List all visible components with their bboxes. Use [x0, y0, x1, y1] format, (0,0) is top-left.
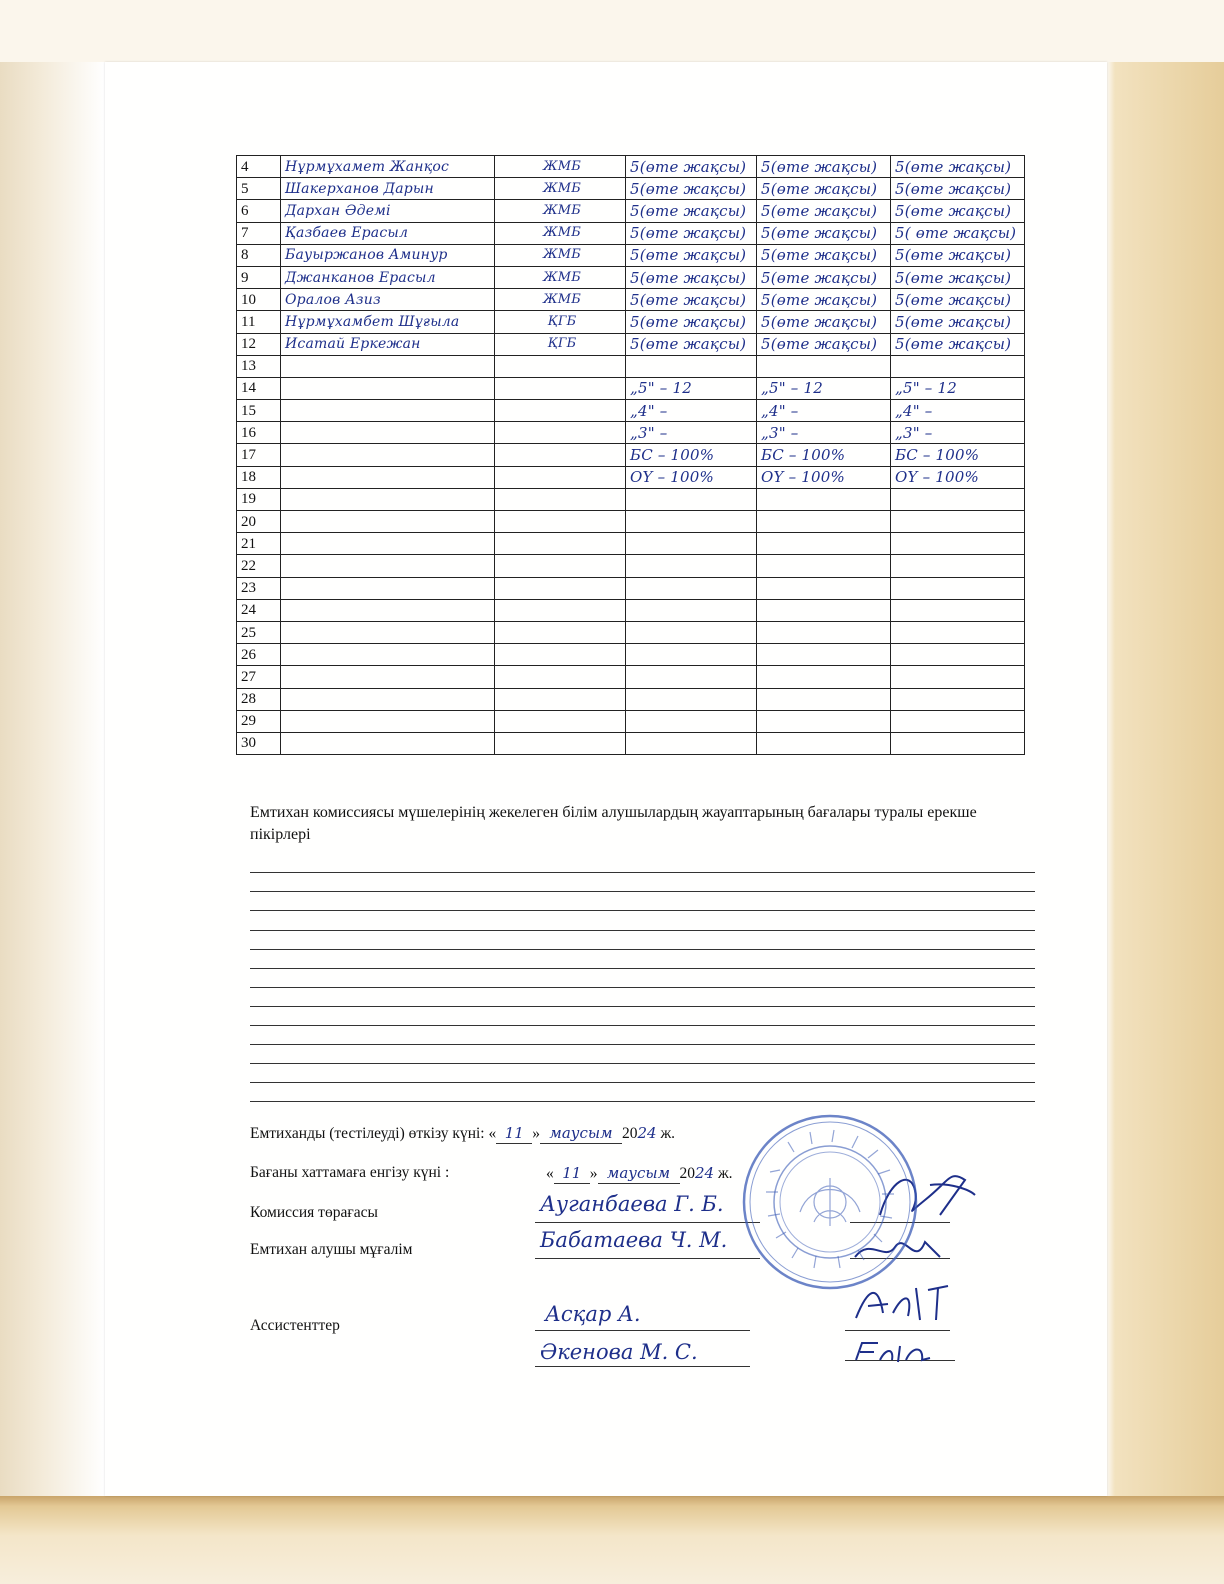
- grade-3-cell: 5(өте жақсы): [891, 156, 1025, 178]
- grade-2-cell: ОҮ – 100%: [757, 466, 891, 488]
- grade-1-cell: 5(өте жақсы): [626, 333, 757, 355]
- grade-1-cell: „4" –: [626, 400, 757, 422]
- grade-2-cell: „3" –: [757, 422, 891, 444]
- student-name-cell: Исатай Еркежан: [281, 333, 495, 355]
- grade-1-cell: [626, 666, 757, 688]
- grade-2-cell: 5(өте жақсы): [757, 178, 891, 200]
- row-number-cell: 30: [237, 732, 281, 754]
- student-name-cell: Нұрмұхамбет Шұғыла: [281, 311, 495, 333]
- grade-1-cell: [626, 599, 757, 621]
- student-name-cell: [281, 644, 495, 666]
- top-margin: [0, 0, 1224, 62]
- grade-3-cell: „5" – 12: [891, 377, 1025, 399]
- assistant-2-line: [535, 1366, 750, 1367]
- grade-2-cell: [757, 644, 891, 666]
- entry-date-value: [546, 1163, 733, 1184]
- class-cell: [495, 577, 626, 599]
- student-name-cell: [281, 577, 495, 599]
- grade-2-cell: [757, 710, 891, 732]
- assistant-2-signature: [848, 1338, 958, 1368]
- grade-2-cell: [757, 355, 891, 377]
- class-cell: [495, 688, 626, 710]
- table-row: [237, 555, 1025, 577]
- grade-2-cell: [757, 577, 891, 599]
- student-name-cell: [281, 533, 495, 555]
- student-name-cell: [281, 466, 495, 488]
- grade-3-cell: 5(өте жақсы): [891, 178, 1025, 200]
- grade-1-cell: [626, 533, 757, 555]
- student-name-cell: [281, 511, 495, 533]
- student-name-cell: Қазбаев Ерасыл: [281, 222, 495, 244]
- opinion-line: [250, 987, 1035, 988]
- exam-date-label: Емтиханды (тестілеуді) өткізу күні:: [250, 1125, 485, 1142]
- row-number-cell: 19: [237, 488, 281, 510]
- grade-3-cell: 5(өте жақсы): [891, 200, 1025, 222]
- row-number-cell: 11: [237, 311, 281, 333]
- table-row: [237, 222, 1025, 244]
- opinion-line: [250, 930, 1035, 931]
- student-name-cell: [281, 599, 495, 621]
- row-number-cell: 12: [237, 333, 281, 355]
- table-row: [237, 244, 1025, 266]
- entry-date-year-suffix: 24: [695, 1164, 715, 1182]
- opinion-line: [250, 1063, 1035, 1064]
- exam-date-year-prefix: 20: [621, 1125, 638, 1142]
- opinion-line: [250, 1025, 1035, 1026]
- table-row: [237, 266, 1025, 288]
- row-number-cell: 14: [237, 377, 281, 399]
- student-name-cell: [281, 688, 495, 710]
- grade-1-cell: [626, 644, 757, 666]
- student-name-cell: Дархан Әдемі: [281, 200, 495, 222]
- grade-2-cell: 5(өте жақсы): [757, 156, 891, 178]
- row-number-cell: 15: [237, 400, 281, 422]
- grade-3-cell: [891, 710, 1025, 732]
- student-name-cell: Нұрмұхамет Жанқос: [281, 156, 495, 178]
- grade-2-cell: БС – 100%: [757, 444, 891, 466]
- grade-1-cell: [626, 710, 757, 732]
- grade-1-cell: БС – 100%: [626, 444, 757, 466]
- opinion-line: [250, 949, 1035, 950]
- class-cell: ЖМБ: [495, 178, 626, 200]
- exam-date-year-suffix: 24: [637, 1124, 657, 1142]
- student-name-cell: [281, 732, 495, 754]
- row-number-cell: 27: [237, 666, 281, 688]
- student-name-cell: Бауыржанов Аминур: [281, 244, 495, 266]
- opinion-line: [250, 910, 1035, 911]
- grade-3-cell: ОҮ – 100%: [891, 466, 1025, 488]
- special-opinions-heading: Емтихан комиссиясы мүшелерінің жекелеген білім алушылардың жауаптарының бағалары туралы ерекше пікірлері: [250, 804, 977, 843]
- row-number-cell: 4: [237, 156, 281, 178]
- grade-1-cell: [626, 621, 757, 643]
- grade-3-cell: БС – 100%: [891, 444, 1025, 466]
- grade-2-cell: [757, 732, 891, 754]
- entry-date-year-prefix: 20: [679, 1165, 695, 1182]
- table-row: [237, 644, 1025, 666]
- exam-date-year-mark: ж.: [656, 1125, 676, 1142]
- table-row: [237, 377, 1025, 399]
- table-row: [237, 466, 1025, 488]
- exam-date-row: [250, 1123, 675, 1144]
- table-row: [237, 200, 1025, 222]
- student-name-cell: [281, 621, 495, 643]
- grade-1-cell: „3" –: [626, 422, 757, 444]
- row-number-cell: 6: [237, 200, 281, 222]
- row-number-cell: 10: [237, 289, 281, 311]
- class-cell: [495, 533, 626, 555]
- grade-2-cell: 5(өте жақсы): [757, 222, 891, 244]
- student-name-cell: [281, 666, 495, 688]
- opinion-line: [250, 1044, 1035, 1045]
- student-name-cell: Оралов Азиз: [281, 289, 495, 311]
- row-number-cell: 7: [237, 222, 281, 244]
- grade-3-cell: [891, 577, 1025, 599]
- chair-label: Комиссия төрағасы: [250, 1204, 378, 1221]
- grade-2-cell: [757, 511, 891, 533]
- row-number-cell: 9: [237, 266, 281, 288]
- grade-3-cell: [891, 555, 1025, 577]
- grade-3-cell: 5(өте жақсы): [891, 244, 1025, 266]
- grade-2-cell: 5(өте жақсы): [757, 333, 891, 355]
- assistant-2-name: Әкенова М. С.: [540, 1340, 698, 1364]
- class-cell: ҚГБ: [495, 333, 626, 355]
- grade-1-cell: [626, 555, 757, 577]
- teacher-name-line: [535, 1258, 760, 1259]
- grade-3-cell: [891, 644, 1025, 666]
- row-number-cell: 13: [237, 355, 281, 377]
- class-cell: [495, 599, 626, 621]
- grade-3-cell: [891, 511, 1025, 533]
- grade-2-cell: „5" – 12: [757, 377, 891, 399]
- table-row: [237, 400, 1025, 422]
- student-name-cell: [281, 400, 495, 422]
- class-cell: [495, 555, 626, 577]
- class-cell: ЖМБ: [495, 156, 626, 178]
- grade-2-cell: „4" –: [757, 400, 891, 422]
- student-name-cell: [281, 377, 495, 399]
- class-cell: [495, 422, 626, 444]
- entry-date-open-quote: «: [546, 1165, 554, 1182]
- grade-3-cell: [891, 599, 1025, 621]
- table-row: [237, 710, 1025, 732]
- class-cell: [495, 377, 626, 399]
- grade-1-cell: 5(өте жақсы): [626, 178, 757, 200]
- teacher-label: Емтихан алушы мұғалім: [250, 1241, 413, 1258]
- assistant-1-line: [535, 1330, 750, 1331]
- row-number-cell: 26: [237, 644, 281, 666]
- official-stamp: [740, 1112, 920, 1292]
- class-cell: ҚГБ: [495, 311, 626, 333]
- table-row: [237, 599, 1025, 621]
- row-number-cell: 8: [237, 244, 281, 266]
- student-name-cell: [281, 710, 495, 732]
- row-number-cell: 28: [237, 688, 281, 710]
- table-row: [237, 488, 1025, 510]
- grade-3-cell: [891, 533, 1025, 555]
- student-name-cell: [281, 488, 495, 510]
- exam-date-day: 11: [496, 1123, 532, 1144]
- chair-name: Ауганбаева Г. Б.: [540, 1192, 724, 1216]
- entry-date-day: 11: [554, 1163, 590, 1184]
- grade-3-cell: „4" –: [891, 400, 1025, 422]
- class-cell: [495, 444, 626, 466]
- grade-3-cell: 5(өте жақсы): [891, 333, 1025, 355]
- grade-1-cell: 5(өте жақсы): [626, 311, 757, 333]
- grade-1-cell: [626, 355, 757, 377]
- class-cell: [495, 400, 626, 422]
- student-name-cell: Шакерханов Дарын: [281, 178, 495, 200]
- row-number-cell: 22: [237, 555, 281, 577]
- grade-1-cell: [626, 488, 757, 510]
- table-row: [237, 333, 1025, 355]
- grade-1-cell: [626, 688, 757, 710]
- table-row: [237, 533, 1025, 555]
- class-cell: ЖМБ: [495, 222, 626, 244]
- assistant-1-signature-line: [845, 1330, 950, 1331]
- grade-2-cell: 5(өте жақсы): [757, 200, 891, 222]
- row-number-cell: 5: [237, 178, 281, 200]
- table-row: [237, 666, 1025, 688]
- class-cell: [495, 666, 626, 688]
- grade-2-cell: [757, 599, 891, 621]
- table-row: [237, 511, 1025, 533]
- table-row: [237, 311, 1025, 333]
- assistant-1-name: Асқар А.: [545, 1302, 641, 1326]
- grade-1-cell: 5(өте жақсы): [626, 200, 757, 222]
- grade-3-cell: [891, 732, 1025, 754]
- opinion-line: [250, 1006, 1035, 1007]
- entry-date-year-mark: ж.: [714, 1165, 733, 1182]
- grade-2-cell: 5(өте жақсы): [757, 244, 891, 266]
- entry-date-close-quote: »: [589, 1165, 598, 1182]
- table-row: [237, 289, 1025, 311]
- row-number-cell: 17: [237, 444, 281, 466]
- grade-1-cell: 5(өте жақсы): [626, 289, 757, 311]
- grade-2-cell: [757, 533, 891, 555]
- opinion-line: [250, 1101, 1035, 1102]
- grade-3-cell: [891, 621, 1025, 643]
- exam-date-close-quote: »: [532, 1125, 540, 1142]
- entry-date-month: маусым: [598, 1163, 680, 1184]
- grade-1-cell: 5(өте жақсы): [626, 156, 757, 178]
- opinion-line: [250, 1082, 1035, 1083]
- grade-2-cell: [757, 688, 891, 710]
- row-number-cell: 24: [237, 599, 281, 621]
- table-row: [237, 355, 1025, 377]
- grade-1-cell: ОҮ – 100%: [626, 466, 757, 488]
- grade-2-cell: 5(өте жақсы): [757, 289, 891, 311]
- class-cell: [495, 488, 626, 510]
- grade-2-cell: 5(өте жақсы): [757, 266, 891, 288]
- row-number-cell: 18: [237, 466, 281, 488]
- class-cell: [495, 511, 626, 533]
- grade-3-cell: [891, 688, 1025, 710]
- assistants-label: Ассистенттер: [250, 1317, 340, 1334]
- table-row: [237, 621, 1025, 643]
- grade-3-cell: 5(өте жақсы): [891, 289, 1025, 311]
- row-number-cell: 25: [237, 621, 281, 643]
- grade-3-cell: 5(өте жақсы): [891, 311, 1025, 333]
- class-cell: [495, 466, 626, 488]
- row-number-cell: 16: [237, 422, 281, 444]
- grade-1-cell: 5(өте жақсы): [626, 244, 757, 266]
- table-row: [237, 444, 1025, 466]
- grade-1-cell: [626, 577, 757, 599]
- entry-date-label: Бағаны хаттамаға енгізу күні :: [250, 1164, 450, 1181]
- row-number-cell: 20: [237, 511, 281, 533]
- class-cell: [495, 732, 626, 754]
- table-row: [237, 156, 1025, 178]
- table-row: [237, 688, 1025, 710]
- student-name-cell: Джанканов Ерасыл: [281, 266, 495, 288]
- table-row: [237, 178, 1025, 200]
- grade-1-cell: 5(өте жақсы): [626, 222, 757, 244]
- student-name-cell: [281, 444, 495, 466]
- grade-1-cell: [626, 732, 757, 754]
- opinion-line: [250, 968, 1035, 969]
- class-cell: [495, 621, 626, 643]
- table-row: [237, 577, 1025, 599]
- grade-1-cell: 5(өте жақсы): [626, 266, 757, 288]
- opinion-line: [250, 891, 1035, 892]
- grade-3-cell: [891, 355, 1025, 377]
- class-cell: ЖМБ: [495, 289, 626, 311]
- class-cell: [495, 644, 626, 666]
- grade-1-cell: [626, 511, 757, 533]
- row-number-cell: 23: [237, 577, 281, 599]
- grade-2-cell: 5(өте жақсы): [757, 311, 891, 333]
- exam-date-open-quote: «: [488, 1125, 497, 1142]
- table-edge-background: [0, 1496, 1224, 1584]
- grades-table: [236, 155, 1025, 755]
- student-name-cell: [281, 355, 495, 377]
- class-cell: [495, 355, 626, 377]
- class-cell: ЖМБ: [495, 200, 626, 222]
- table-row: [237, 422, 1025, 444]
- chair-name-line: [535, 1222, 760, 1223]
- row-number-cell: 29: [237, 710, 281, 732]
- row-number-cell: 21: [237, 533, 281, 555]
- class-cell: ЖМБ: [495, 266, 626, 288]
- grade-3-cell: „3" –: [891, 422, 1025, 444]
- grade-2-cell: [757, 555, 891, 577]
- table-row: [237, 732, 1025, 754]
- grade-3-cell: 5(өте жақсы): [891, 266, 1025, 288]
- grades-table-body: [237, 156, 1025, 755]
- student-name-cell: [281, 422, 495, 444]
- grade-3-cell: 5( өте жақсы): [891, 222, 1025, 244]
- grade-3-cell: [891, 488, 1025, 510]
- grade-3-cell: [891, 666, 1025, 688]
- grade-2-cell: [757, 621, 891, 643]
- opinion-line: [250, 872, 1035, 873]
- exam-date-month: маусым: [540, 1123, 622, 1144]
- grade-2-cell: [757, 666, 891, 688]
- teacher-name: Бабатаева Ч. М.: [540, 1228, 728, 1252]
- grade-2-cell: [757, 488, 891, 510]
- class-cell: [495, 710, 626, 732]
- student-name-cell: [281, 555, 495, 577]
- grade-1-cell: „5" – 12: [626, 377, 757, 399]
- class-cell: ЖМБ: [495, 244, 626, 266]
